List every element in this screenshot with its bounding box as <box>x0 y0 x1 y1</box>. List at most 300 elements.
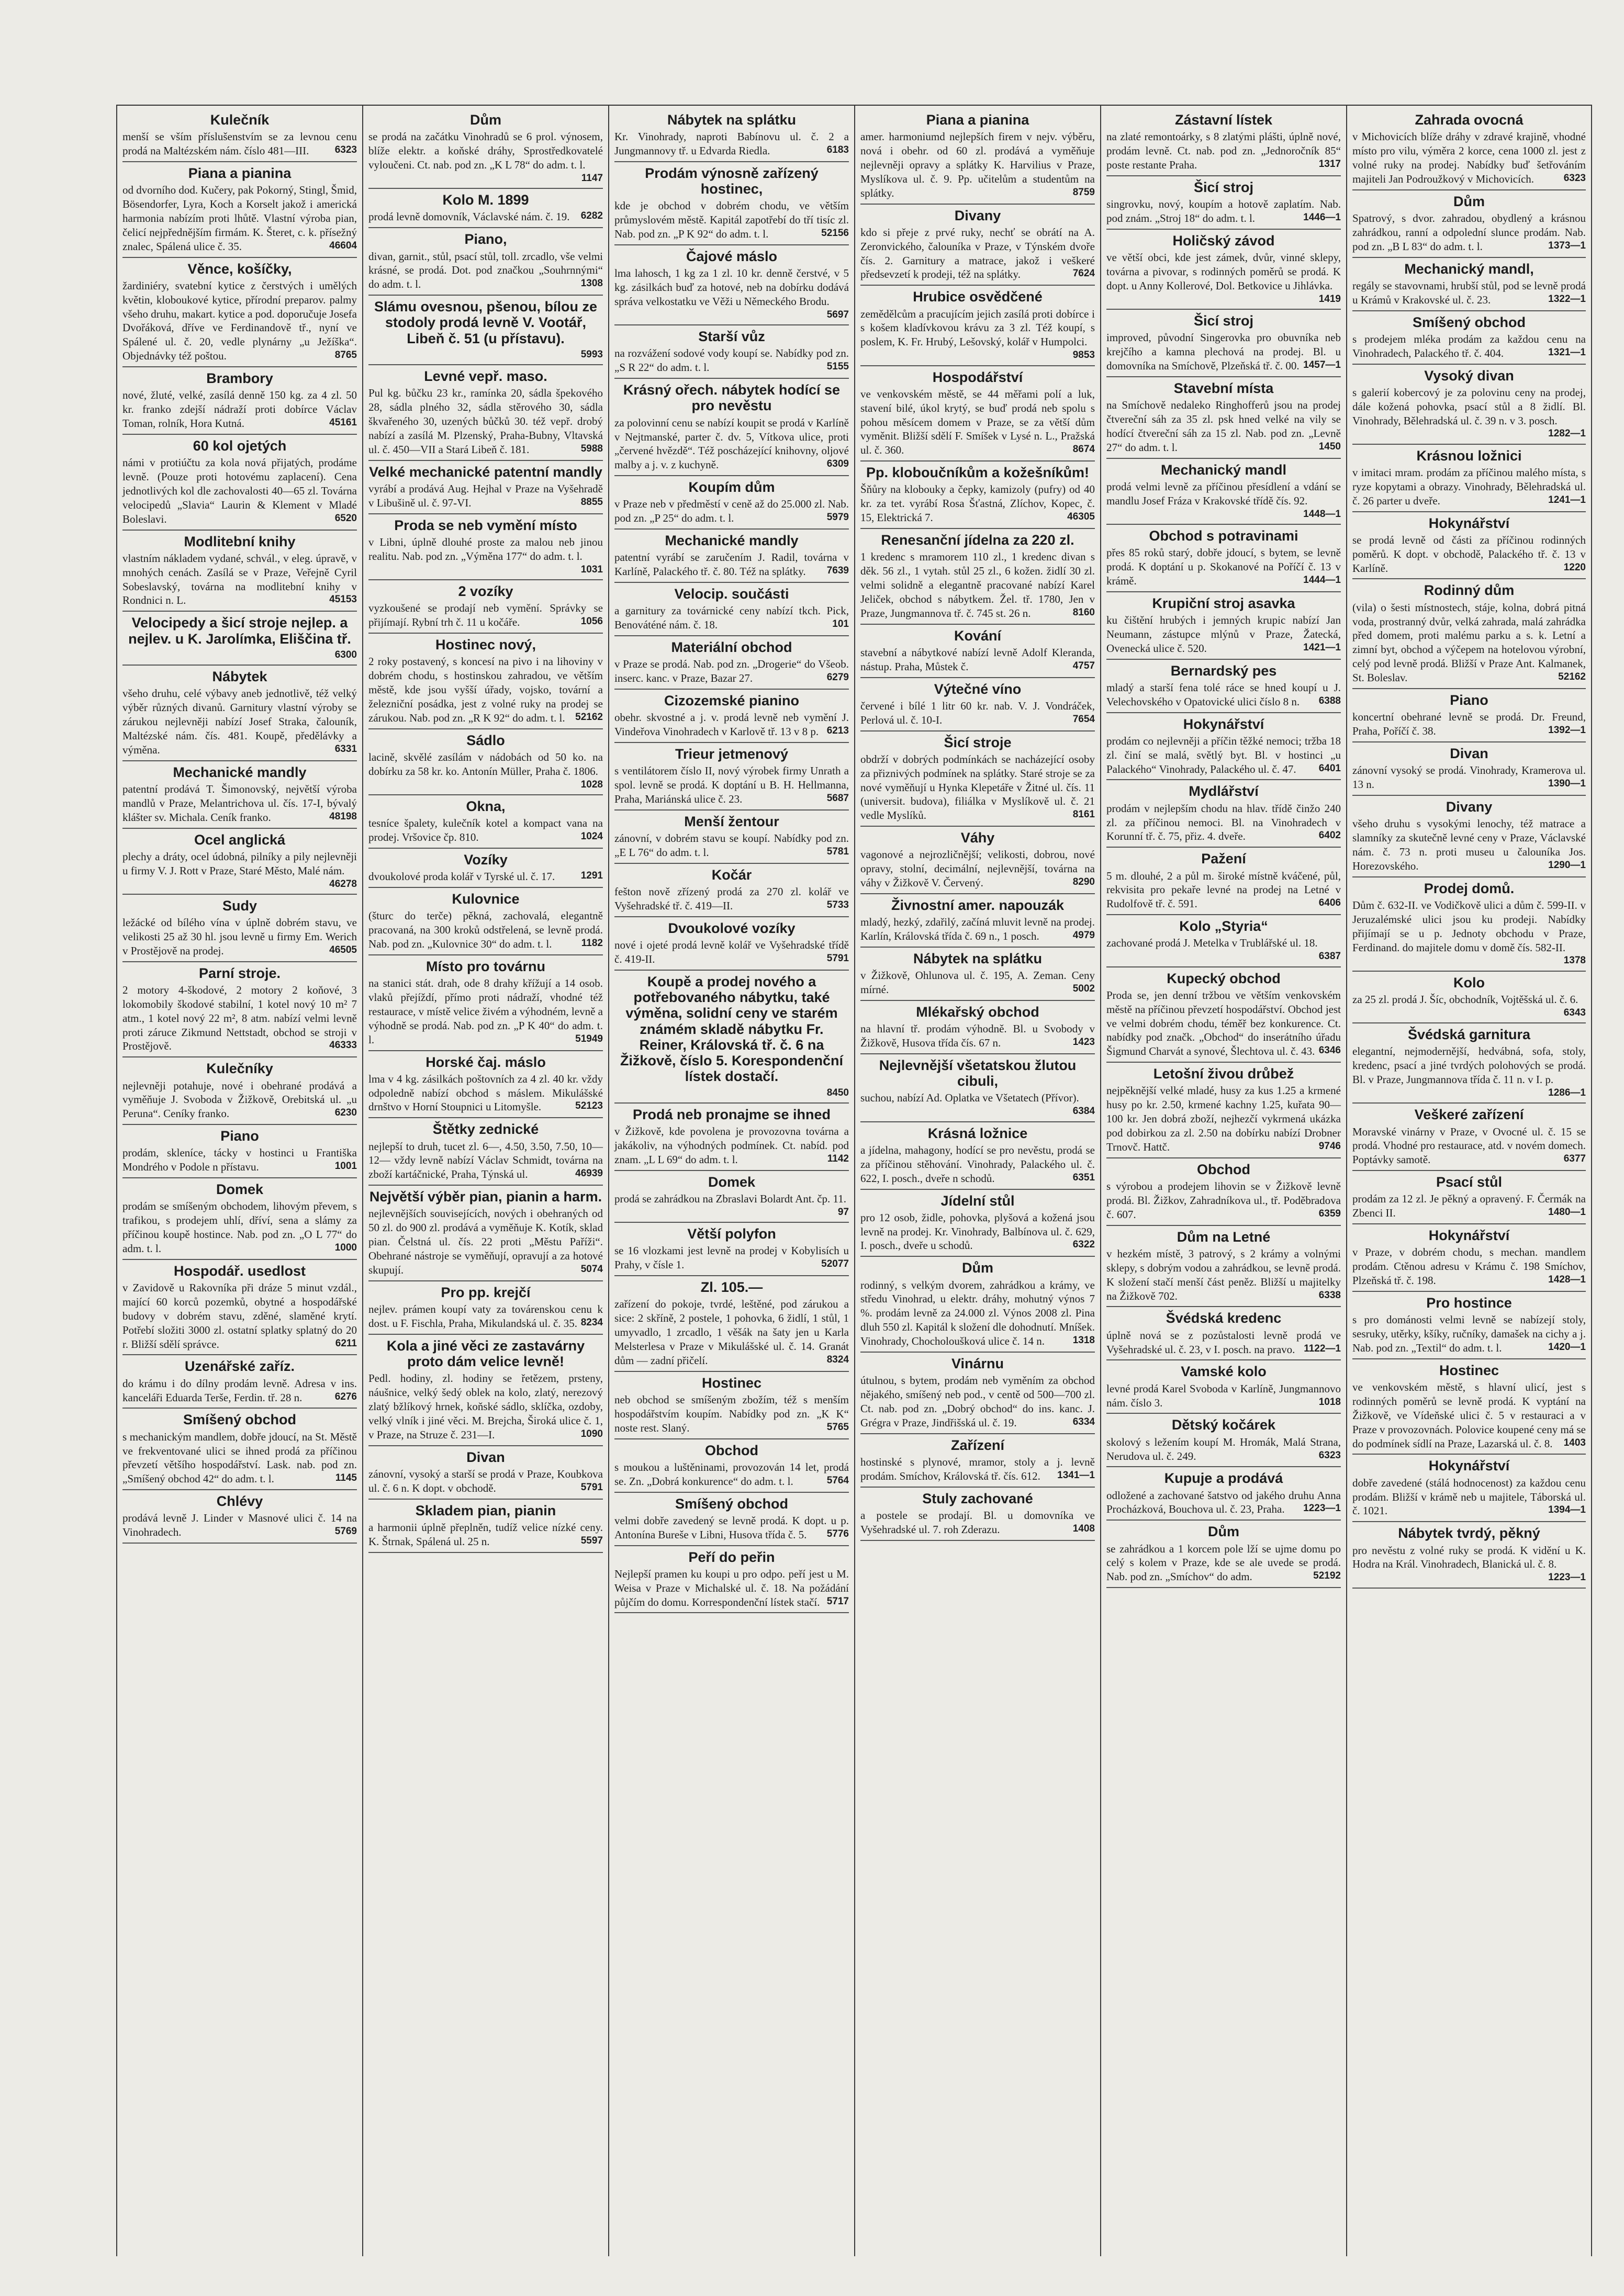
ad-code: 6388 <box>1318 695 1341 706</box>
ad-text: (šturc do terče) pěkná, zachovalá, elegantně pracovaná, na 300 kroků odstřelená, se levně prodá. Nab. pod zn. „Kulovnice 30“ do adm. t. l. <box>368 909 603 951</box>
classified-ad <box>614 530 849 583</box>
ad-body <box>860 1455 1095 1483</box>
classified-ad <box>368 795 603 849</box>
ad-text: zařízení do pokoje, tvrdé, leštěné, pod zárukou a sice: 2 skříně, 2 postele, 1 pohovka, 6 židlí, 1 stůl, 1 umyvadlo, 1 zrcadlo, 1 věšák na šaty jen u Karla Melsterlesa v Praze v Mikulášské ul. č. 14. Granát dům — zadní přičelí. <box>614 1298 849 1367</box>
ad-body <box>614 657 849 685</box>
classified-ad <box>368 109 603 189</box>
ad-title: Stavební místa <box>1173 380 1274 396</box>
ad-text: s moukou a luštěninami, provozován 14 let, prodá se. Zn. „Dobrá konkurence“ do adm. t. l. <box>614 1460 849 1488</box>
ad-text: prodává levně J. Linder v Masnové ulici č. 14 na Vinohradech. <box>122 1512 357 1539</box>
ad-text: s galerií kobercový je za polovinu ceny na prodej, dále kožená pohovka, psací stůl a 8 židlí. Bl. Vinohrady, Bělehradská ul. č. 39 n. v 3. posch. <box>1352 386 1586 427</box>
classified-ad <box>860 678 1095 731</box>
ad-code: 6351 <box>1072 1172 1095 1183</box>
classified-ad <box>1352 1455 1586 1522</box>
classified-ad <box>368 1446 603 1500</box>
ad-code: 6323 <box>1563 172 1586 184</box>
ad-code: 5979 <box>826 512 849 523</box>
classified-ad <box>614 1439 849 1493</box>
ad-title: Dům <box>470 112 501 128</box>
ad-title: Trieur jetmenový <box>675 746 789 762</box>
ad-title: Nábytek tvrdý, pěkný <box>1398 1525 1540 1541</box>
ad-text: nejlevnějších souvisejících, nových i obehraných od 50 zl. do 900 zl. prodává a vyměňuje K. Kotík, sklad pian. Čelstná ul. čís. 22 proti „Městu Paříži“. Obehrané nástroje se vyměňují, opravují a za hotové skupují. <box>368 1207 603 1276</box>
ad-body <box>1106 1435 1341 1464</box>
ad-code: 6520 <box>334 512 357 524</box>
ad-text: prodám v nejlepším chodu na hlav. třídě činžo 240 zl. za příčinou nemoci. Bl. na Vinohradech v Korunní tř. č. 75, přiz. 4. dveře. <box>1106 802 1341 843</box>
ad-title: Kola a jiné věci ze zastavárny proto dám velice levně! <box>386 1337 585 1370</box>
ad-body <box>1106 1247 1341 1303</box>
ad-body <box>368 1371 603 1442</box>
ad-title: Smíšený obchod <box>183 1412 297 1428</box>
ad-text: na zlaté remontoárky, s 8 zlatými plášti, úplně nové, prodám levně. Ct. nab. pod zn. „Jednoročník 85“ poste restante Praha. <box>1106 130 1341 171</box>
ad-code: 1291 <box>580 870 603 882</box>
ad-body <box>1106 936 1341 963</box>
ad-text: se prodá levně od části za příčinou rodinných poměrů. K dopt. v obchodě, Palackého tř. č. 13 v Karlíně. <box>1352 533 1586 575</box>
ad-code: 1421—1 <box>1303 641 1341 653</box>
ad-body <box>1106 1084 1341 1154</box>
classified-ad <box>1352 1104 1586 1171</box>
classified-ad <box>122 895 357 962</box>
ad-title: Hokynářství <box>1428 1458 1510 1474</box>
ad-text: Spatrový, s dvor. zahradou, obydlený a krásnou zahrádkou, ranní a odpolední slunce prodám. Nab. pod zn. „B L 83“ do adm. t. l. <box>1352 211 1586 253</box>
ad-text: a jídelna, mahagony, hodící se pro nevěstu, prodá se za příčinou stěhování. Vinohrady, Palackého ul. č. 622, I. posch., dveře n schodů. <box>860 1143 1095 1185</box>
ad-text: prodá se zahrádkou na Zbraslavi Bolardt Ant. čp. 11. <box>614 1192 847 1205</box>
ad-text: prodá velmi levně za příčinou přesídlení a vdání se mandlu Josef Fráza v Krakovské třídě čís. 92. <box>1106 480 1341 507</box>
classified-ad <box>1106 1307 1341 1360</box>
ad-title: Prodám výnosně zařízený hostinec, <box>645 165 819 197</box>
ad-title: Zl. 105.— <box>700 1279 763 1296</box>
ad-code: 1024 <box>580 831 603 842</box>
classified-ad <box>860 462 1095 529</box>
ad-code: 8759 <box>1072 186 1095 198</box>
ad-text: prodám se smíšeným obchodem, lihovým převem, s trafikou, s prodejem uhlí, dříví, sena a slámy za příčinou koupě hostince. Nab. pod zn. „O L 77“ do adm. t. l. <box>122 1200 357 1255</box>
ad-body <box>1352 1245 1586 1288</box>
ad-body <box>368 482 603 510</box>
ad-text: prodám za 12 zl. Je pěkný a opravený. F. Čermák na Zbenci II. <box>1352 1192 1586 1220</box>
ad-text: s výrobou a prodejem lihovin se v Žižkově levně prodá. Bl. Žižkov, Zahradníkova ul., tř. Poděbradova č. 607. <box>1106 1180 1341 1221</box>
classified-ad <box>614 636 849 690</box>
classified-ad <box>860 286 1095 366</box>
ad-code: 8855 <box>580 496 603 508</box>
ad-body <box>614 1393 849 1435</box>
ad-body <box>122 686 357 757</box>
classified-ad <box>368 729 603 795</box>
ad-title: Kulovnice <box>452 891 520 907</box>
ad-body <box>1352 763 1586 792</box>
ad-body <box>1352 1192 1586 1220</box>
classified-ad <box>122 962 357 1058</box>
ad-code: 52192 <box>1313 1570 1341 1582</box>
ad-body <box>614 1087 849 1099</box>
ad-body <box>1352 1044 1586 1099</box>
ad-body <box>860 1211 1095 1253</box>
ad-text: za polovinní cenu se nabízí koupit se prodá v Karlíně v Nejtmanské, parter č. dv. 5, Vítkova ulice, proti „červené hvězdě“. Též poscházející knihovny, oljové malby a j. v. z kuchyně. <box>614 416 849 471</box>
ad-code: 1223—1 <box>1303 1503 1341 1514</box>
classified-ad <box>1106 713 1341 781</box>
ad-body <box>122 1199 357 1256</box>
ad-code: 1394—1 <box>1548 1504 1586 1516</box>
ad-text: zánovní, v dobrém stavu se koupí. Nabídky pod zn. „E L 76“ do adm. t. l. <box>614 832 849 859</box>
classified-ad <box>1106 1226 1341 1308</box>
ad-title: Kočár <box>711 866 752 883</box>
ad-title: Dům <box>1208 1524 1239 1540</box>
ad-column <box>1346 106 1592 2256</box>
ad-body <box>1352 466 1586 508</box>
ad-code: 1056 <box>580 616 603 627</box>
ad-body <box>860 1509 1095 1537</box>
classified-ad <box>860 948 1095 1001</box>
classified-ad <box>122 761 357 829</box>
ad-body <box>122 1146 357 1174</box>
ad-text: od dvorního dod. Kučery, pak Pokorný, Stingl, Šmid, Bösendorfer, Lyra, Koch a Korselt jakož i americká harmonia nabízím proti lhůtě. Vlastní výroba pian, čelicí nejpřednějším firmám. K. Šteret, c. k. přísežný znalec, Spálená ulice č. 35. <box>122 184 357 253</box>
ad-title: Stuly zachované <box>922 1490 1033 1506</box>
classified-ad <box>368 955 603 1051</box>
ad-title: Levné vepř. maso. <box>424 368 547 385</box>
ad-text: tesníce špalety, kulečník kotel a kompact vana na prodej. Vršovice čp. 810. <box>368 817 603 844</box>
ad-code: 6384 <box>1072 1106 1095 1117</box>
classified-ad <box>122 1125 357 1178</box>
ad-text: plechy a dráty, ocel údobná, pilníky a pily nejlevněji u firmy V. J. Rott v Praze, Staré Město, Malé nám. <box>122 850 357 877</box>
ad-code: 1341—1 <box>1057 1469 1095 1481</box>
ad-title: Veškeré zařízení <box>1414 1107 1524 1123</box>
ad-body <box>368 210 603 224</box>
ad-text: lma lahosch, 1 kg za 1 zl. 10 kr. denně čerstvé, v 5 kg. zásilkách buď za hotové, neb na dobírku dodává správa velkostatku ve Věži u Německého Brodu. <box>614 267 849 308</box>
ad-body <box>1352 1125 1586 1167</box>
ad-text: prodám, skleníce, tácky v hostinci u Františka Mondrého v Podole n přístavu. <box>122 1146 357 1174</box>
ad-title: Domek <box>216 1181 264 1198</box>
ad-title: Mydlářství <box>1189 783 1259 800</box>
classified-ad <box>1352 311 1586 365</box>
ad-code: 46305 <box>1067 511 1095 523</box>
ad-text: regály se stavovnami, hrubší stůl, pod se levně prodá u Krámů v Krakovské ul. č. 23. <box>1352 279 1586 306</box>
ad-title: Vinárnu <box>951 1355 1004 1371</box>
ad-text: ležácké od bílého vína v úplně dobrém stavu, ve velikosti 25 až 30 hl. jsou levně u firmy Em. Werich v Prostějově na prodej. <box>122 916 357 957</box>
ad-column <box>116 106 362 2256</box>
ad-code: 6401 <box>1318 762 1341 774</box>
ad-title: Dvoukolové vozíky <box>668 920 796 936</box>
classified-ad <box>122 1057 357 1125</box>
ad-text: kdo si přeje z prvé ruky, nechť se obrátí na A. Zeronvického, čalouníka v Praze, v Týnském dvoře čís. 2. Garnitury a matrace, jakož i veškeré předsevzetí k prodeji, též na splátky. <box>860 226 1095 281</box>
ad-code: 6323 <box>334 144 357 156</box>
ad-code: 1122—1 <box>1304 1343 1341 1354</box>
ad-code: 5597 <box>580 1535 603 1546</box>
ad-code: 1147 <box>581 172 603 184</box>
ad-text: se prodá na začátku Vinohradů se 6 prol. výnosem, blíže elektr. a koňské dráhy, Sprostředkovatelé vyloučeni. Ct. nab. pod zn. „K L 78“ do adm. t. l. <box>368 130 603 171</box>
classified-ad <box>1352 1522 1586 1588</box>
ad-text: v Žižkově, Ohlunova ul. č. 195, A. Zeman. Ceny mírné. <box>860 969 1095 996</box>
ad-text: vagonové a nejrozličnější; velikosti, dobrou, nové opravy, stolní, decimální, nejlevnější, továrna na váhy v Žižkově V. Červený. <box>860 848 1095 890</box>
ad-title: Starší vůz <box>698 329 765 345</box>
ad-text: menší se vším příslušenstvím se za levnou cenu prodá na Maltézském nám. číslo 481—III. <box>122 130 357 157</box>
classified-ad <box>1106 848 1341 915</box>
classified-ad <box>1106 1360 1341 1414</box>
classified-ad <box>860 894 1095 948</box>
ad-title: Menší žentour <box>684 813 779 829</box>
ad-code: 6377 <box>1563 1153 1586 1165</box>
classified-ad <box>1352 1359 1586 1455</box>
ad-text: Pedl. hodiny, zl. hodiny se řetězem, prsteny, náušnice, velký šedý oblek na kolo, zlatý, nerezový zlatý bžlíkový hrnek, koňské sádlo, sklíčka, ozdoby, velký vlník i jiné věci. M. Brejcha, Široká ulice č. 1, v Praze, na Struze č. 231—I. <box>368 1372 603 1441</box>
ad-title: Uzenářské zaříz. <box>184 1358 295 1375</box>
ad-code: 7624 <box>1072 268 1095 279</box>
ad-body <box>1352 279 1586 307</box>
ad-title: Brambory <box>206 370 273 387</box>
classified-ad <box>1106 525 1341 592</box>
ad-title: Sudy <box>222 897 257 914</box>
ad-text: hostinské s plynové, mramor, stoly a j. levně prodám. Smíchov, Královská tř. čís. 612. <box>860 1455 1095 1482</box>
ad-code: 1403 <box>1563 1437 1586 1448</box>
ad-code: 5155 <box>826 361 849 373</box>
ad-code: 1028 <box>580 779 603 790</box>
ad-code: 6406 <box>1318 897 1341 909</box>
classified-ad <box>860 1190 1095 1257</box>
ad-code: 1450 <box>1318 441 1341 452</box>
ad-body <box>122 388 357 431</box>
ad-text: všeho druhu s vysokými lenochy, též matrace a slamníky za skutečně levné ceny v Praze, Václavské nám. č. 73 n. proti museu u čalouníka Jos. Horezovského. <box>1352 817 1586 872</box>
ad-text: zemědělcům a pracujícím jejich zasílá proti dobírce i s košem kladívkovou krávu za 3 zl. Též koupí, s poslem, K. Fr. Hrubý, Lešovský, kolář v Humpolci. <box>860 307 1095 348</box>
classified-ad <box>1106 1414 1341 1467</box>
ad-body <box>368 976 603 1046</box>
ad-text: 2 roky postavený, s koncesí na pivo i na lihoviny v dobrém chodu, s hostinskou zahradou, ve větším městě, kde jsou vyšší úřady, vojsko, tovární a železniční posádka, jest z volné ruky na prodej se zárukou. Nab. pod zn. „R K 92“ do adm. t. l. <box>368 655 603 724</box>
ad-code: 1322—1 <box>1548 293 1586 305</box>
ad-body <box>1106 802 1341 844</box>
ad-body <box>1106 1542 1341 1584</box>
ad-text: ku čištění hrubých i jemných krupic nabízí Jan Neumann, zástupce mlýnů v Praze, Žatecká, Ovenecká ulice č. 520. <box>1106 614 1341 655</box>
ad-title: Obchod s potravinami <box>1149 527 1298 544</box>
ad-body <box>1352 1313 1586 1355</box>
ad-title: Okna, <box>466 798 506 814</box>
ad-code: 46333 <box>329 1040 357 1051</box>
classified-ad <box>1106 967 1341 1063</box>
ad-code: 1001 <box>334 1161 357 1172</box>
ad-title: Piano, <box>464 231 507 247</box>
ad-text: vyzkoušené se prodají neb vymění. Správky se přijímají. Rybní trh č. 11 u kočáře. <box>368 602 603 629</box>
ad-code: 8161 <box>1072 809 1095 820</box>
classified-ad <box>860 1054 1095 1122</box>
ad-title: Hokynářství <box>1428 1228 1510 1244</box>
classified-ad <box>860 1001 1095 1054</box>
ad-title: Ocel anglická <box>194 831 286 848</box>
ad-title: Rodinný dům <box>1424 582 1515 599</box>
ad-title: Skladem pian, pianin <box>415 1502 556 1518</box>
classified-ad <box>614 1223 849 1276</box>
ad-code: 5769 <box>334 1526 357 1537</box>
ad-body <box>368 1207 603 1277</box>
ad-title: Divan <box>466 1449 505 1465</box>
ad-text: lma v 4 kg. zásilkách poštovních za 4 zl. 40 kr. vždy odpoledně nabízí obchod s máslem. Mikulášské drnštvo v Horní Stoupnici u Litomyšle. <box>368 1072 603 1113</box>
ad-title: Dům na Letné <box>1177 1229 1271 1245</box>
ad-code: 5717 <box>826 1595 849 1607</box>
ad-code: 1000 <box>334 1242 357 1253</box>
classified-ad <box>860 827 1095 894</box>
ad-code: 1142 <box>827 1153 849 1164</box>
ad-body <box>368 250 603 292</box>
ad-code: 1182 <box>581 938 603 949</box>
ad-body <box>860 646 1095 674</box>
ad-body <box>122 1281 357 1351</box>
ad-text: a garnitury za továrnické ceny nabízí tkch. Pick, Benováténé nám. č. 18. <box>614 604 849 632</box>
ad-body <box>368 1467 603 1495</box>
ad-code: 52162 <box>1558 671 1586 683</box>
ad-body <box>122 983 357 1053</box>
classified-ad <box>122 162 357 258</box>
ad-title: Piana a pianina <box>188 165 292 181</box>
ad-text: levné prodá Karel Svoboda v Karlíně, Jungmannovo nám. číslo 3. <box>1106 1382 1341 1409</box>
classified-ad <box>368 189 603 228</box>
ad-text: ve venkovském městě, se 44 měřami polí a luk, stavení bilé, úkol krytý, se buď prodá neb spolu s pohou měsícem domem v Praze, se za větší dům vyměnit. Bližší sdělí F. Smíšek v Lysé n. L., Pražská ul. č. 360. <box>860 387 1095 457</box>
ad-text: divan, garnit., stůl, psací stůl, toll. zrcadlo, vše velmi krásné, se prodá. Dot. pod značkou „Souhrnnými“ do adm. t. l. <box>368 250 603 291</box>
classified-ad <box>122 612 357 666</box>
ad-text: amer. harmoniumd nejlepších firem v nejv. výběru, nová i obehr. od 60 zl. prodává a vyměňuje nejlevněji opravy a splátky K. Harvilius v Praze, Myslíkova ul. č. 9. Pp. učitelům a studentům na splátky. <box>860 130 1095 199</box>
classified-ad <box>1352 258 1586 311</box>
ad-body <box>860 387 1095 457</box>
classified-ad <box>368 580 603 634</box>
ad-code: 1448—1 <box>1303 508 1341 520</box>
ad-body <box>614 497 849 525</box>
ad-title: Koupě a prodej nového a potřebovaného nábytku, také výměna, solidní ceny ve starém známém skladě nábytku Fr. Reiner, Královská tř. č. 6 na Žižkově, číslo 5. Korespondenční lístek dostačí. <box>620 973 844 1085</box>
ad-title: Peří do peřin <box>688 1549 775 1565</box>
ad-code: 1318 <box>1072 1335 1095 1346</box>
ad-text: se 16 vlozkami jest levně na prodej v Kobylisích u Prahy, v čísle 1. <box>614 1244 849 1271</box>
ad-title: Cizozemské pianino <box>664 693 800 709</box>
classified-ad <box>1352 365 1586 445</box>
classified-ad <box>1106 592 1341 660</box>
ad-body <box>368 130 603 185</box>
ad-text: patentní prodává T. Šimonovský, největší výroba mandlů v Praze, Melantrichova ul. čís. 17-I, bývalý klášter sv. Michala. Ceník franko. <box>122 782 357 824</box>
ad-code: 1419 <box>1318 293 1341 305</box>
ad-column <box>854 106 1100 2256</box>
ad-code: 1428—1 <box>1548 1274 1586 1286</box>
ad-code: 6282 <box>580 210 603 222</box>
ad-code: 8234 <box>580 1316 603 1328</box>
ad-title: Čajové máslo <box>686 249 778 265</box>
classified-ad <box>368 296 603 365</box>
ad-title: Divany <box>1446 798 1493 815</box>
ad-text: velmi dobře zavedený se levně prodá. K dopt. u p. Antonína Bureše v Libni, Husova třída č. 5. <box>614 1514 849 1541</box>
ad-code: 4979 <box>1072 930 1095 941</box>
ad-title: Jídelní stůl <box>940 1192 1015 1209</box>
ad-code: 1241—1 <box>1548 494 1586 505</box>
ad-body <box>1106 1489 1341 1517</box>
ad-code: 1286—1 <box>1548 1087 1586 1098</box>
ad-body <box>614 199 849 241</box>
ad-text: nové, žluté, velké, zasílá denně 150 kg. za 4 zl. 50 kr. franko zdejší nádraží proti dobírce Václav Toman, rolník, Hora Kutná. <box>122 389 357 430</box>
classified-ad <box>122 367 357 435</box>
ad-body <box>1352 332 1586 361</box>
ad-text: na stanici stát. drah, ode 8 drahy křížují a 14 osob. vlaků přejíždí, přímo proti nádraží, vhodné též restaurace, v místě velice živém a výhodném, levně a výhodně se prodá. Nab. pod zn. „P K 40“ do adm. t. l. <box>368 977 603 1046</box>
ad-title: Švédská garnitura <box>1407 1027 1531 1043</box>
ad-text: všeho druhu, celé výbavy aneb jednotlivě, též velký výběr různých divanů. Garnitury vlastní výroby se zárukou nejlevněji nabízí Josef Straka, čalouník, Maltézské nám. čís. 481. Koupě, předělávky a výměna. <box>122 687 357 756</box>
ad-code: 1444—1 <box>1303 574 1341 586</box>
ad-code: 8160 <box>1072 606 1095 618</box>
ad-title: Obchod <box>705 1442 758 1458</box>
classified-ad <box>368 514 603 580</box>
classified-ad <box>1352 877 1586 972</box>
ad-title: Mechanický mandl, <box>1404 261 1534 277</box>
ad-code: 52123 <box>575 1100 603 1112</box>
ad-title: Krupiční stroj asavka <box>1152 595 1295 611</box>
classified-ad <box>860 1122 1095 1190</box>
ad-body <box>860 969 1095 997</box>
classified-ad <box>1106 230 1341 310</box>
ad-code: 6359 <box>1318 1208 1341 1219</box>
classified-ad <box>1106 780 1341 848</box>
ad-code: 1290—1 <box>1548 859 1586 871</box>
classified-ad <box>614 1276 849 1372</box>
ad-title: Vozíky <box>464 851 508 868</box>
ad-body <box>1352 817 1586 873</box>
classified-ad <box>1352 579 1586 689</box>
classified-ad <box>614 971 849 1104</box>
ad-body <box>860 915 1095 943</box>
ad-body <box>368 816 603 845</box>
ad-title: Kupuje a prodává <box>1164 1470 1283 1487</box>
classified-ad <box>368 228 603 296</box>
ad-title: Mlékařský obchod <box>916 1004 1039 1020</box>
ad-title: Hospodář. usedlost <box>173 1263 306 1279</box>
ad-title: Zahrada ovocná <box>1415 112 1524 128</box>
ad-title: 60 kol ojetých <box>193 437 287 454</box>
ad-body <box>122 279 357 363</box>
ad-body <box>614 1192 849 1219</box>
ad-body <box>1352 386 1586 441</box>
ad-code: 6343 <box>1563 1007 1586 1018</box>
ad-code: 5776 <box>826 1528 849 1539</box>
classified-ad <box>614 583 849 636</box>
ad-code: 1480—1 <box>1548 1207 1586 1218</box>
ad-title: Hokynářství <box>1183 716 1264 732</box>
classified-ad <box>1106 660 1341 713</box>
ad-title: Zařízení <box>950 1437 1005 1453</box>
classified-ad <box>1106 109 1341 176</box>
ad-code: 1220 <box>1563 561 1586 573</box>
ad-body <box>860 130 1095 200</box>
classified-ad <box>860 1488 1095 1541</box>
ad-body <box>860 1278 1095 1348</box>
ad-code: 5002 <box>1072 983 1095 995</box>
ad-text: vyrábí a prodává Aug. Hejhal v Praze na Vyšehradě v Libušině ul. č. 97-VI. <box>368 482 603 509</box>
ad-title: Vysoký divan <box>1424 367 1514 384</box>
ad-body <box>614 711 849 739</box>
ad-body <box>614 266 849 321</box>
ad-title: Nejlevnější všetatskou žlutou cibuli, <box>879 1057 1077 1089</box>
ad-text: singrovku, nový, koupím a hotově zaplatím. Nab. pod znám. „Stroj 18“ do adm. t. l. <box>1106 198 1341 224</box>
classified-ad <box>614 1104 849 1171</box>
ad-code: 6387 <box>1318 951 1341 962</box>
ad-title: Hospodářství <box>932 369 1023 385</box>
classified-ad <box>1106 310 1341 377</box>
ad-code: 6213 <box>826 725 849 737</box>
ad-code: 52162 <box>575 711 603 723</box>
ad-body <box>368 655 603 725</box>
ad-title: Parní stroje. <box>198 965 281 981</box>
classified-ad <box>614 245 849 325</box>
ad-text: neb obchod se smíšeným zbožím, též s menším hospodářstvím koupím. Nabídky pod zn. „K K“ noste rest. Slaný. <box>614 1393 849 1434</box>
ad-title: Holičský závod <box>1172 232 1275 249</box>
ad-text: nové i ojeté prodá levně kolář ve Vyšehradské třídě č. 419-II. <box>614 939 849 966</box>
ad-code: 1392—1 <box>1548 725 1586 736</box>
ad-body <box>122 456 357 526</box>
ad-body <box>614 550 849 579</box>
ad-text: na Smíchově nedaleko Ringhofferů jsou na prodej čtvereční sáh za 35 zl. psk hned velké na vily se hodící čtvereční sáh za 15 zl. Nab. pod zn. „Levně 27“ do adm. t. l. <box>1106 399 1341 454</box>
classified-ad <box>368 1186 603 1281</box>
ad-code: 7654 <box>1072 713 1095 725</box>
ad-body <box>122 1377 357 1405</box>
classified-ad <box>860 109 1095 205</box>
classified-ad <box>1352 1224 1586 1292</box>
ad-code: 7639 <box>826 565 849 577</box>
ad-text: suchou, nabízí Ad. Oplatka ve Všetatech (Přívor). <box>860 1091 1079 1105</box>
classified-ad <box>614 743 849 811</box>
ad-body <box>1352 1544 1586 1584</box>
